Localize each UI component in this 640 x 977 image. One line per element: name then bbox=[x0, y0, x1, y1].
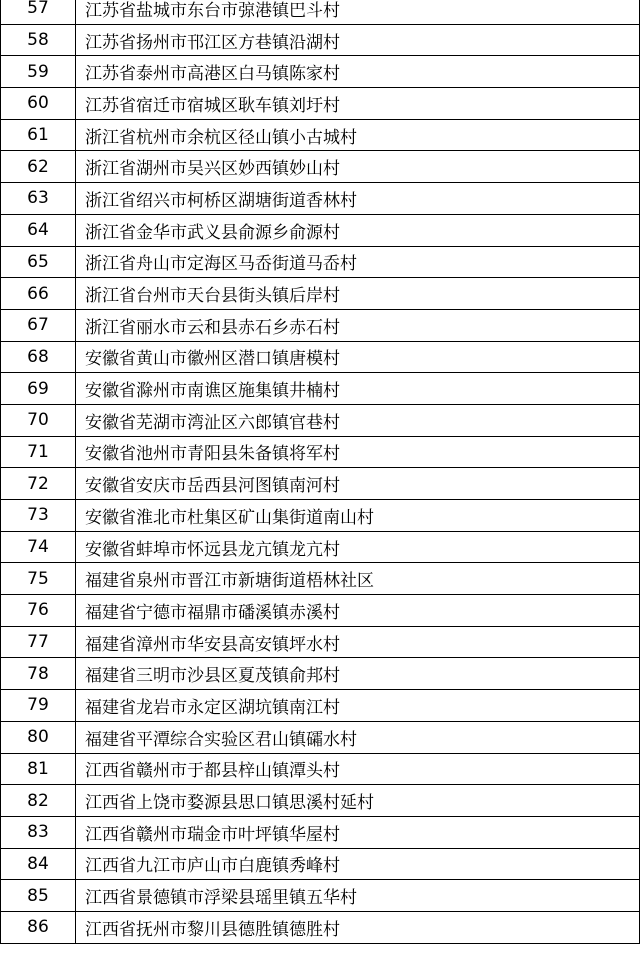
village-name-cell: 福建省漳州市华安县高安镇坪水村 bbox=[76, 627, 640, 658]
table-row bbox=[0, 278, 640, 310]
village-name-cell: 安徽省池州市青阳县朱备镇将军村 bbox=[76, 437, 640, 468]
table-row bbox=[0, 405, 640, 437]
village-name-cell: 江西省景德镇市浮梁县瑶里镇五华村 bbox=[76, 880, 640, 911]
row-number-cell: 83 bbox=[0, 817, 76, 848]
village-name-cell: 福建省三明市沙县区夏茂镇俞邦村 bbox=[76, 658, 640, 689]
row-number-cell: 73 bbox=[0, 500, 76, 531]
row-number-cell: 57 bbox=[0, 0, 76, 24]
row-number-cell: 79 bbox=[0, 690, 76, 721]
village-name-cell: 安徽省芜湖市湾沚区六郎镇官巷村 bbox=[76, 405, 640, 436]
row-number-cell: 77 bbox=[0, 627, 76, 658]
row-number-cell: 75 bbox=[0, 563, 76, 594]
row-number-cell: 66 bbox=[0, 278, 76, 309]
table-row bbox=[0, 88, 640, 120]
row-number-cell: 72 bbox=[0, 468, 76, 499]
row-number-cell: 84 bbox=[0, 849, 76, 880]
village-name-cell: 浙江省杭州市余杭区径山镇小古城村 bbox=[76, 120, 640, 151]
village-name-cell: 浙江省台州市天台县街头镇后岸村 bbox=[76, 278, 640, 309]
village-name-cell: 浙江省绍兴市柯桥区湖塘街道香林村 bbox=[76, 183, 640, 214]
table-row bbox=[0, 722, 640, 754]
table-row bbox=[0, 0, 640, 25]
row-number-cell: 85 bbox=[0, 880, 76, 911]
table-row bbox=[0, 627, 640, 659]
village-name-cell: 安徽省黄山市徽州区潜口镇唐模村 bbox=[76, 342, 640, 373]
row-number-cell: 70 bbox=[0, 405, 76, 436]
table-row bbox=[0, 563, 640, 595]
village-name-cell: 江苏省盐城市东台市弶港镇巴斗村 bbox=[76, 0, 640, 24]
row-number-cell: 58 bbox=[0, 25, 76, 56]
village-name-cell: 福建省平潭综合实验区君山镇礵水村 bbox=[76, 722, 640, 753]
village-name-cell: 安徽省安庆市岳西县河图镇南河村 bbox=[76, 468, 640, 499]
table-row bbox=[0, 880, 640, 912]
table-row bbox=[0, 215, 640, 247]
row-number-cell: 69 bbox=[0, 373, 76, 404]
table-row bbox=[0, 690, 640, 722]
table-row bbox=[0, 342, 640, 374]
table-row bbox=[0, 595, 640, 627]
village-name-cell: 浙江省丽水市云和县赤石乡赤石村 bbox=[76, 310, 640, 341]
table-row bbox=[0, 658, 640, 690]
village-name-cell: 浙江省湖州市吴兴区妙西镇妙山村 bbox=[76, 151, 640, 182]
village-name-cell: 江苏省宿迁市宿城区耿车镇刘圩村 bbox=[76, 88, 640, 119]
row-number-cell: 61 bbox=[0, 120, 76, 151]
row-number-cell: 86 bbox=[0, 912, 76, 943]
village-name-cell: 江苏省扬州市邗江区方巷镇沿湖村 bbox=[76, 25, 640, 56]
village-name-cell: 安徽省淮北市杜集区矿山集街道南山村 bbox=[76, 500, 640, 531]
row-number-cell: 62 bbox=[0, 151, 76, 182]
table-row bbox=[0, 532, 640, 564]
table-row bbox=[0, 912, 640, 944]
row-number-cell: 64 bbox=[0, 215, 76, 246]
row-number-cell: 60 bbox=[0, 88, 76, 119]
row-number-cell: 81 bbox=[0, 754, 76, 785]
row-number-cell: 59 bbox=[0, 56, 76, 87]
table-row bbox=[0, 849, 640, 881]
table-row bbox=[0, 468, 640, 500]
table-row bbox=[0, 25, 640, 57]
row-number-cell: 68 bbox=[0, 342, 76, 373]
village-name-cell: 江西省赣州市瑞金市叶坪镇华屋村 bbox=[76, 817, 640, 848]
village-name-cell: 安徽省蚌埠市怀远县龙亢镇龙亢村 bbox=[76, 532, 640, 563]
table-row bbox=[0, 785, 640, 817]
row-number-cell: 82 bbox=[0, 785, 76, 816]
village-name-cell: 江西省九江市庐山市白鹿镇秀峰村 bbox=[76, 849, 640, 880]
row-number-cell: 63 bbox=[0, 183, 76, 214]
row-number-cell: 76 bbox=[0, 595, 76, 626]
village-name-cell: 福建省泉州市晋江市新塘街道梧林社区 bbox=[76, 563, 640, 594]
table-row bbox=[0, 373, 640, 405]
table-row bbox=[0, 437, 640, 469]
row-number-cell: 71 bbox=[0, 437, 76, 468]
village-name-cell: 江苏省泰州市高港区白马镇陈家村 bbox=[76, 56, 640, 87]
village-name-cell: 江西省抚州市黎川县德胜镇德胜村 bbox=[76, 912, 640, 943]
row-number-cell: 65 bbox=[0, 247, 76, 278]
table-row bbox=[0, 120, 640, 152]
row-number-cell: 74 bbox=[0, 532, 76, 563]
table-row bbox=[0, 247, 640, 279]
table-row bbox=[0, 183, 640, 215]
village-name-cell: 安徽省滁州市南谯区施集镇井楠村 bbox=[76, 373, 640, 404]
row-number-cell: 67 bbox=[0, 310, 76, 341]
table-row bbox=[0, 151, 640, 183]
table-row bbox=[0, 500, 640, 532]
village-name-cell: 福建省龙岩市永定区湖坑镇南江村 bbox=[76, 690, 640, 721]
table-row bbox=[0, 754, 640, 786]
village-name-cell: 福建省宁德市福鼎市磻溪镇赤溪村 bbox=[76, 595, 640, 626]
row-number-cell: 78 bbox=[0, 658, 76, 689]
village-name-cell: 江西省赣州市于都县梓山镇潭头村 bbox=[76, 754, 640, 785]
table-row bbox=[0, 56, 640, 88]
table-row bbox=[0, 817, 640, 849]
row-number-cell: 80 bbox=[0, 722, 76, 753]
village-name-cell: 浙江省金华市武义县俞源乡俞源村 bbox=[76, 215, 640, 246]
village-name-cell: 浙江省舟山市定海区马岙街道马岙村 bbox=[76, 247, 640, 278]
village-name-cell: 江西省上饶市婺源县思口镇思溪村延村 bbox=[76, 785, 640, 816]
table-row bbox=[0, 310, 640, 342]
